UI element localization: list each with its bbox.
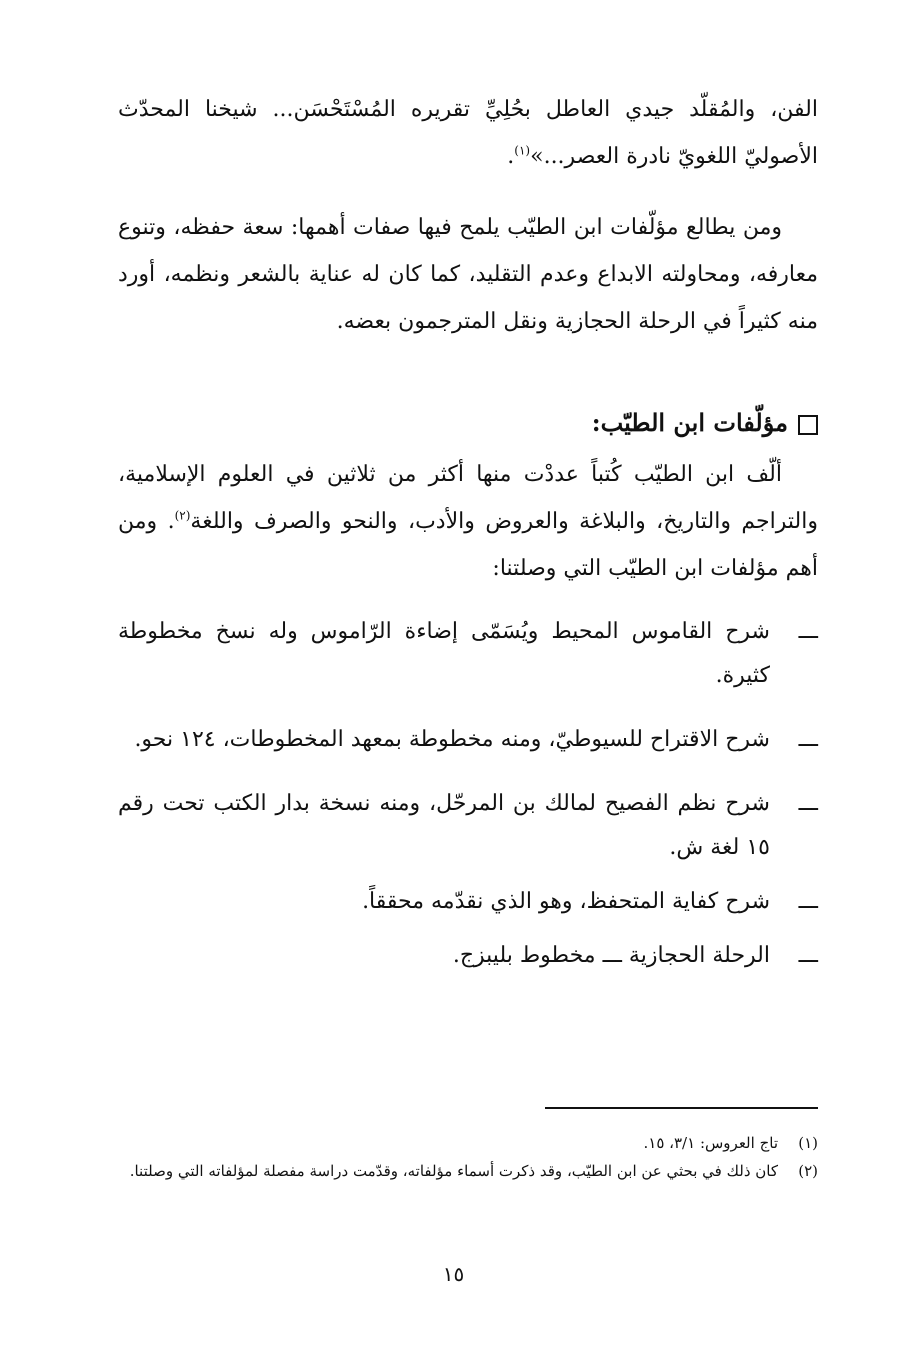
list-item-text: الرحلة الحجازية ـــ مخطوط بليبزج. [452,943,770,968]
list-item [118,610,818,698]
list-item-text: شرح القاموس المحيط ويُسَمّى إضاءة الرّاموس وله نسخ مخطوطة كثيرة. [118,619,770,688]
paragraph-end-mark: . [507,144,515,169]
footnote-text: كان ذلك في بحثي عن ابن الطيّب، وقد ذكرت أسماء مؤلفاته، وقدّمت دراسة مفصلة لمؤلفاته التي وصلتنا. [129,1162,778,1180]
paragraph-text: الفن، والمُقلّد جيدي العاطل بحُلِيِّ تقريره المُسْتَحْسَن... شيخنا المحدّث الأصوليّ اللغويّ نادرة العصر...» [118,97,818,169]
list-item-text: شرح كفاية المتحفظ، وهو الذي نقدّمه محققاً. [362,889,770,914]
dash-bullet: ـــ [798,619,818,644]
page-number: ١٥ [442,1262,465,1286]
list-item [118,718,818,762]
footnote-separator [545,1107,818,1109]
works-list [118,610,818,978]
dash-bullet: ـــ [798,943,818,968]
footnote-number: (٢) [798,1162,818,1180]
footnote-ref-2[interactable]: (٢) [174,508,191,523]
list-item [118,934,818,978]
dash-bullet: ـــ [798,727,818,752]
square-bullet-icon [798,415,818,435]
list-item [118,782,818,870]
list-item-text: شرح نظم الفصيح لمالك بن المرحّل، ومنه نسخة بدار الكتب تحت رقم ١٥ لغة ش. [118,791,770,860]
footnote-ref-1[interactable]: (١) [514,143,531,158]
paragraph-quote-end [118,86,818,180]
paragraph-traits: ومن يطالع مؤلّفات ابن الطيّب يلمح فيها صفات أهمها: سعة حفظه، وتنوع معارفه، ومحاولته الابداع وعدم التقليد، كما كان له عناية بالشعر ونظمه، أورد منه كثيراً في الرحلة الحجازية ونقل المترجمون بعضه. [118,215,818,334]
page-body [118,86,818,988]
section-intro [118,451,818,592]
dash-bullet: ـــ [798,889,818,914]
intro-text-continued: . ومن أهم مؤلفات ابن الطيّب التي وصلتنا: [118,509,818,581]
footnotes [118,1130,818,1186]
footnote-text: تاج العروس: ٣/١، ١٥. [643,1134,778,1152]
footnote-1 [118,1130,818,1156]
list-item [118,880,818,924]
intro-text: ألّف ابن الطيّب كُتباً عددْت منها أكثر من ثلاثين في العلوم الإسلامية، والتراجم والتاريخ، والبلاغة والعروض والأدب، والنحو والصرف واللغة [118,462,818,534]
footnote-2 [118,1158,818,1184]
dash-bullet: ـــ [798,791,818,816]
section-heading-text: مؤلّفات ابن الطيّب: [591,408,788,437]
section-heading [118,401,818,445]
footnote-number: (١) [798,1134,818,1152]
list-item-text: شرح الاقتراح للسيوطيّ، ومنه مخطوطة بمعهد المخطوطات، ١٢٤ نحو. [134,727,770,752]
